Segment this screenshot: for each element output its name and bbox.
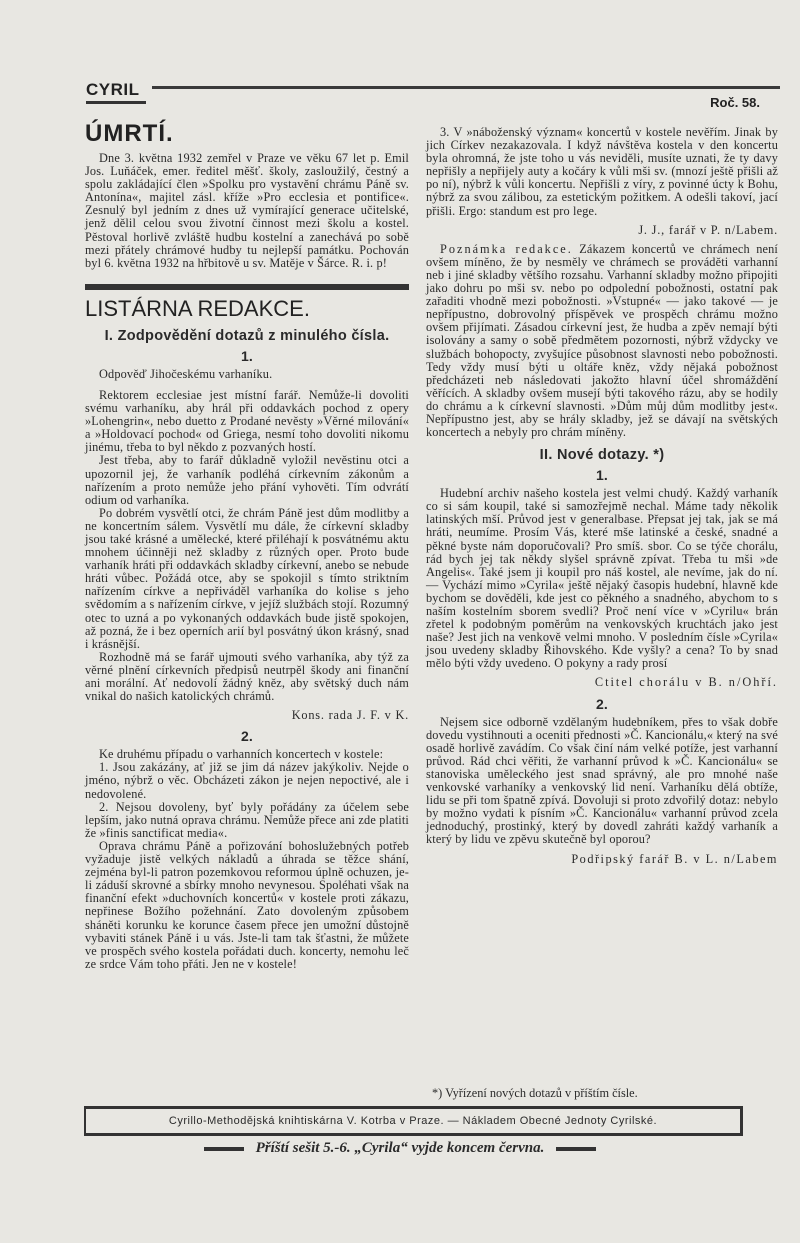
spacer <box>426 439 778 447</box>
answer1-para: Po dobrém vysvětlí otci, že chrám Páně jest dům modlitby a ne koncertním sálem. Vysvětlí mu dále, že církevní skladby jsou také krásné a umělecké, které přiléhají k posvátnému aktu mnohem účinněji než skladby z různých oper. Proto bude varhaník hráti při oddavkách skladby církevní, anebo se nebude hráti vůbec. Požádá otce, aby se spokojil s tímto striktním nařízením církve a nepřiváděl varhaníka do kolise s jeho svědomím a s nařízením církve, v jejíž službách stojí. Rozumný otec to uzná a po vykonaných oddavkách bude jistě spokojen, až pozná, že i bez operních arií byl posvátný úkon krásný, snad i krásnější. <box>85 505 409 651</box>
printer-imprint: Cyrillo-Methodějská knihtiskárna V. Kotrba v Praze. — Nákladem Obecné Jednoty Cyrilské. <box>84 1106 743 1136</box>
answer1-signature: Kons. rada J. F. v K. <box>291 708 409 723</box>
header-rule <box>152 86 780 89</box>
volume-number: Roč. 58. <box>710 95 760 110</box>
obituary-text: Dne 3. května 1932 zemřel v Praze ve věku 67 let p. Emil Jos. Luňáček, emer. ředitel měšť. školy, zasloužilý, čestný a spolu zakládající člen »Spolku pro vystavění chrámu Páně sv. Antonína«, majitel zásl. kříže »Pro ecclesia et pontifice«. Zesnulý byl jedním z dnes už vymírající generace učitelské, jenž dělil celou svou životní činnost mezi školu a kostel. Pěstoval horlivě zvláště hudbu kostelní a zanechává po sobě mezi přátely chrámové hudby tu nejlepší památku. Pochován byl 6. května 1932 na hřbitově u sv. Matěje v Šárce. R. i. p! <box>85 151 409 270</box>
question1-text: Hudební archiv našeho kostela jest velmi chudý. Každý varhaník co si sám koupil, také si samozřejmě nechal. Máme tady několik latinských mší. Průvod jest v generalbase. Přepsat jej tak, jak se má hráti, neumíme. Prosím Vás, které mše latinské a české, snadné a pěkné byste nám doporučovali? Pro smíš. sbor. Co se týče chorálu, rád bych jej tak někdy slyšel správně zpívat. Třeba tu mši »de Angelis«. Také jsem ji koupil pro náš kostel, ale nevíme, jak do ní. — Vychází mimo »Cyrila« ještě nějaký časopis hudební, hlavně kde bychom se dověděli, kde jest co pěkného a snadného, abychom to s naším kostelním sborem svedli? Proč není více v »Cyrilu« brán zřetel k podobným poměrům na venkovských kruchtách jako jest naše? Jest jich na venkově velmi mnoho. V posledním čísle »Cyrila« jsou uvedeny skladby Řihovského. Kde vyšly? a cena? To by snad mělo býti vždy uvedeno. O pokyny a rady prosí <box>426 486 778 671</box>
section2-heading: II. Nové dotazy. *) <box>539 447 665 464</box>
answer2-intro: Ke druhému případu o varhanních koncertech v kostele: <box>99 747 384 762</box>
answer2-para: Oprava chrámu Páně a pořizování bohoslužebných potřeb vyžaduje jistě velkých nákladů a úhrada se těžce shání, zejména byl-li patron pozemkovou reformou úplně ochuzen, je-li záduší skrovné a sbírky mnoho nevynesou. Spoléhati však na finanční efekt »duchovních koncertů« v kostele proti zákazu, nepřinese Božího požehnání. Zato dovoleným způsobem sháněti korunku ke korunce časem přece jen umožní důstojně vybaviti stánek Páně i u vás. Jste-li tam tak šťastni, že můžete ve prospěch svého kostela pořádati duch. koncerty, nemohu leč ze srdce Vám toho přáti. Jen ne v kostele! <box>85 838 409 971</box>
answer2-signature: J. J., farář v P. n/Labem. <box>638 222 778 237</box>
next-issue-notice <box>0 1140 800 1157</box>
answer2-para: 2. Nejsou dovoleny, byť byly pořádány za účelem sebe lepším, jako nutná oprava chrámu. Nemůže přece ani zde platiti že »finis sanctificat media«. <box>85 799 409 840</box>
title-underline <box>86 101 146 104</box>
answer1-para: Rozhodně má se farář ujmouti svého varhaníka, aby týž za věrné plnění církevních předpisů neutrpěl škody ani finanční ani morální. Ať nedovolí žádný kněz, aby světský duch nám vnikal do našich katolických chrámů. <box>85 649 409 704</box>
answer1-para: Jest třeba, aby to farář důkladně vyložil nevěstinu otci a upozornil jej, že varhaník podléhá církevním zákonům a nařízením a proto nemůže jeho přání vyhověti. Tím odvrátí odium od varhaníka. <box>85 453 409 507</box>
answer1-para: Rektorem ecclesiae jest místní farář. Nemůže-li dovoliti svému varhaníku, aby hrál při oddavkách pochod z opery »Lohengrin«, nebo duetto z Prodané nevěsty »Věrné milování« a »Holdovací pochod« od Griega, nesmí toho dovoliti nikomu jinému, třeba to byl někdo z pozvaných hostí. <box>85 387 409 455</box>
question1-signature: Ctitel chorálu v B. n/Ohří. <box>594 675 778 690</box>
ornament-dash <box>556 1147 596 1151</box>
answer2-number: 2. <box>241 728 253 745</box>
question2-text: Nejsem sice odborně vzdělaným hudebníkem, přes to však dobře dovedu vystihnouti a oceniti přednosti »Č. Kancionálu,« který na své osadě horlivě zavádím. Co však činí nám velké potíže, jest varhanní průvod. Rád chci věřiti, že varhanní průvod k »Č. Kancionálu« se stanoviska uměleckého jest snad správný, ale pro mnohé naše venkovské varhaníky a venkovský lid není. Varhaníku dělá obtíže, lidu se při tom špatně zpívá. Dovoluji si proto zdvořilý dotaz: nebylo by možno vydati k písním »Č. Kancionálu« varhanní průvod zcela jednoduchý, prostinký, který by dovedl zahráti každý varhaník a který by lidu ve zpěvu skutečně byl oporou? <box>426 714 778 847</box>
next-issue-text: Příští sešit 5.-6. „Cyrila“ vyjde koncem června. <box>255 1140 545 1156</box>
question2-signature: Podřipský farář B. v L. n/Labem <box>571 851 778 866</box>
editor-note-text: Zákazem koncertů ve chrámech není ovšem míněno, že by nesměly ve chrámech se prováděti varhanní neb i jiné skladby většího rozsahu. Varhanní skladby možno připojiti jako dohru po mši sv. nebo po odpolední pobožnosti, ostatní pak zařaditi vhodně mezi pobožnosti. »Vstupné« — jako takové — je nepřípustno, dobrovolný příspěvek ve prospěch chrámu možno ovšem přijímati. Zásadou církevní jest, že hudba a zpěv nemají býti isolovány a samy o sobě předmětem pozornosti, nýbrž vždycky ve službách bohopocty, zvyšujíce působnost slavnosti nebo pobožnosti. Tedy vždy musí býti u oltáře kněz, vždy nějaká pobožnost předcházeti neb následovati jakožto hlavní účel shromáždění věřících. A skladby ovšem musejí býti takového rázu, aby se hodily do chrámu a k církevní slavnosti. »Dům můj dům modlitby jest«. Nepřípustno jest, aby se hrály skladby, jež se dávají na světských koncertech a nebyly pro chrám míněny. <box>426 241 778 440</box>
left-column <box>85 120 409 971</box>
question1-number: 1. <box>596 467 608 484</box>
answer2-para: 1. Jsou zakázány, ať již se jim dá název jakýkoliv. Nejde o jméno, nýbrž o věc. Obcházeti zákon je nejen nepoctivé, ale i nedovolené. <box>85 760 409 801</box>
listarna-heading: LISTÁRNA REDAKCE. <box>85 295 310 321</box>
answer1-number: 1. <box>241 347 253 364</box>
editor-note <box>426 243 778 439</box>
editor-note-label: Poznámka redakce. <box>440 241 573 256</box>
right-column <box>426 126 778 872</box>
question2-number: 2. <box>596 695 608 712</box>
section-divider <box>85 284 409 290</box>
obituary-heading: ÚMRTÍ. <box>85 120 174 147</box>
ornament-dash <box>204 1147 244 1151</box>
section1-heading: I. Zodpovědění dotazů z minulého čísla. <box>104 327 390 344</box>
journal-title: CYRIL <box>86 80 140 99</box>
answer1-para: Odpověď Jihočeskému varhaníku. <box>99 366 273 381</box>
answer2-para: 3. V »náboženský význam« koncertů v kostele nevěřím. Jinak by jich Církev nezakazovala. I když návštěva kostela v den koncertu byla ohromná, že jste toho u vás neviděli, musíte uznati, že ty davy nepřišly a nepřijely auty a kočáry k vůli mši sv. (mnozí ještě přišli až po ní), nýbrž k vůli koncertu. Nepřišli z víry, z povinné úcty k Bohu, nýbrž za svou zálibou, za estetickým požitkem. A odešli takoví, jací přišli. Ergo: standum est pro lege. <box>426 125 778 218</box>
footnote: *) Vyřízení nových dotazů v příštím čísle. <box>432 1086 638 1100</box>
